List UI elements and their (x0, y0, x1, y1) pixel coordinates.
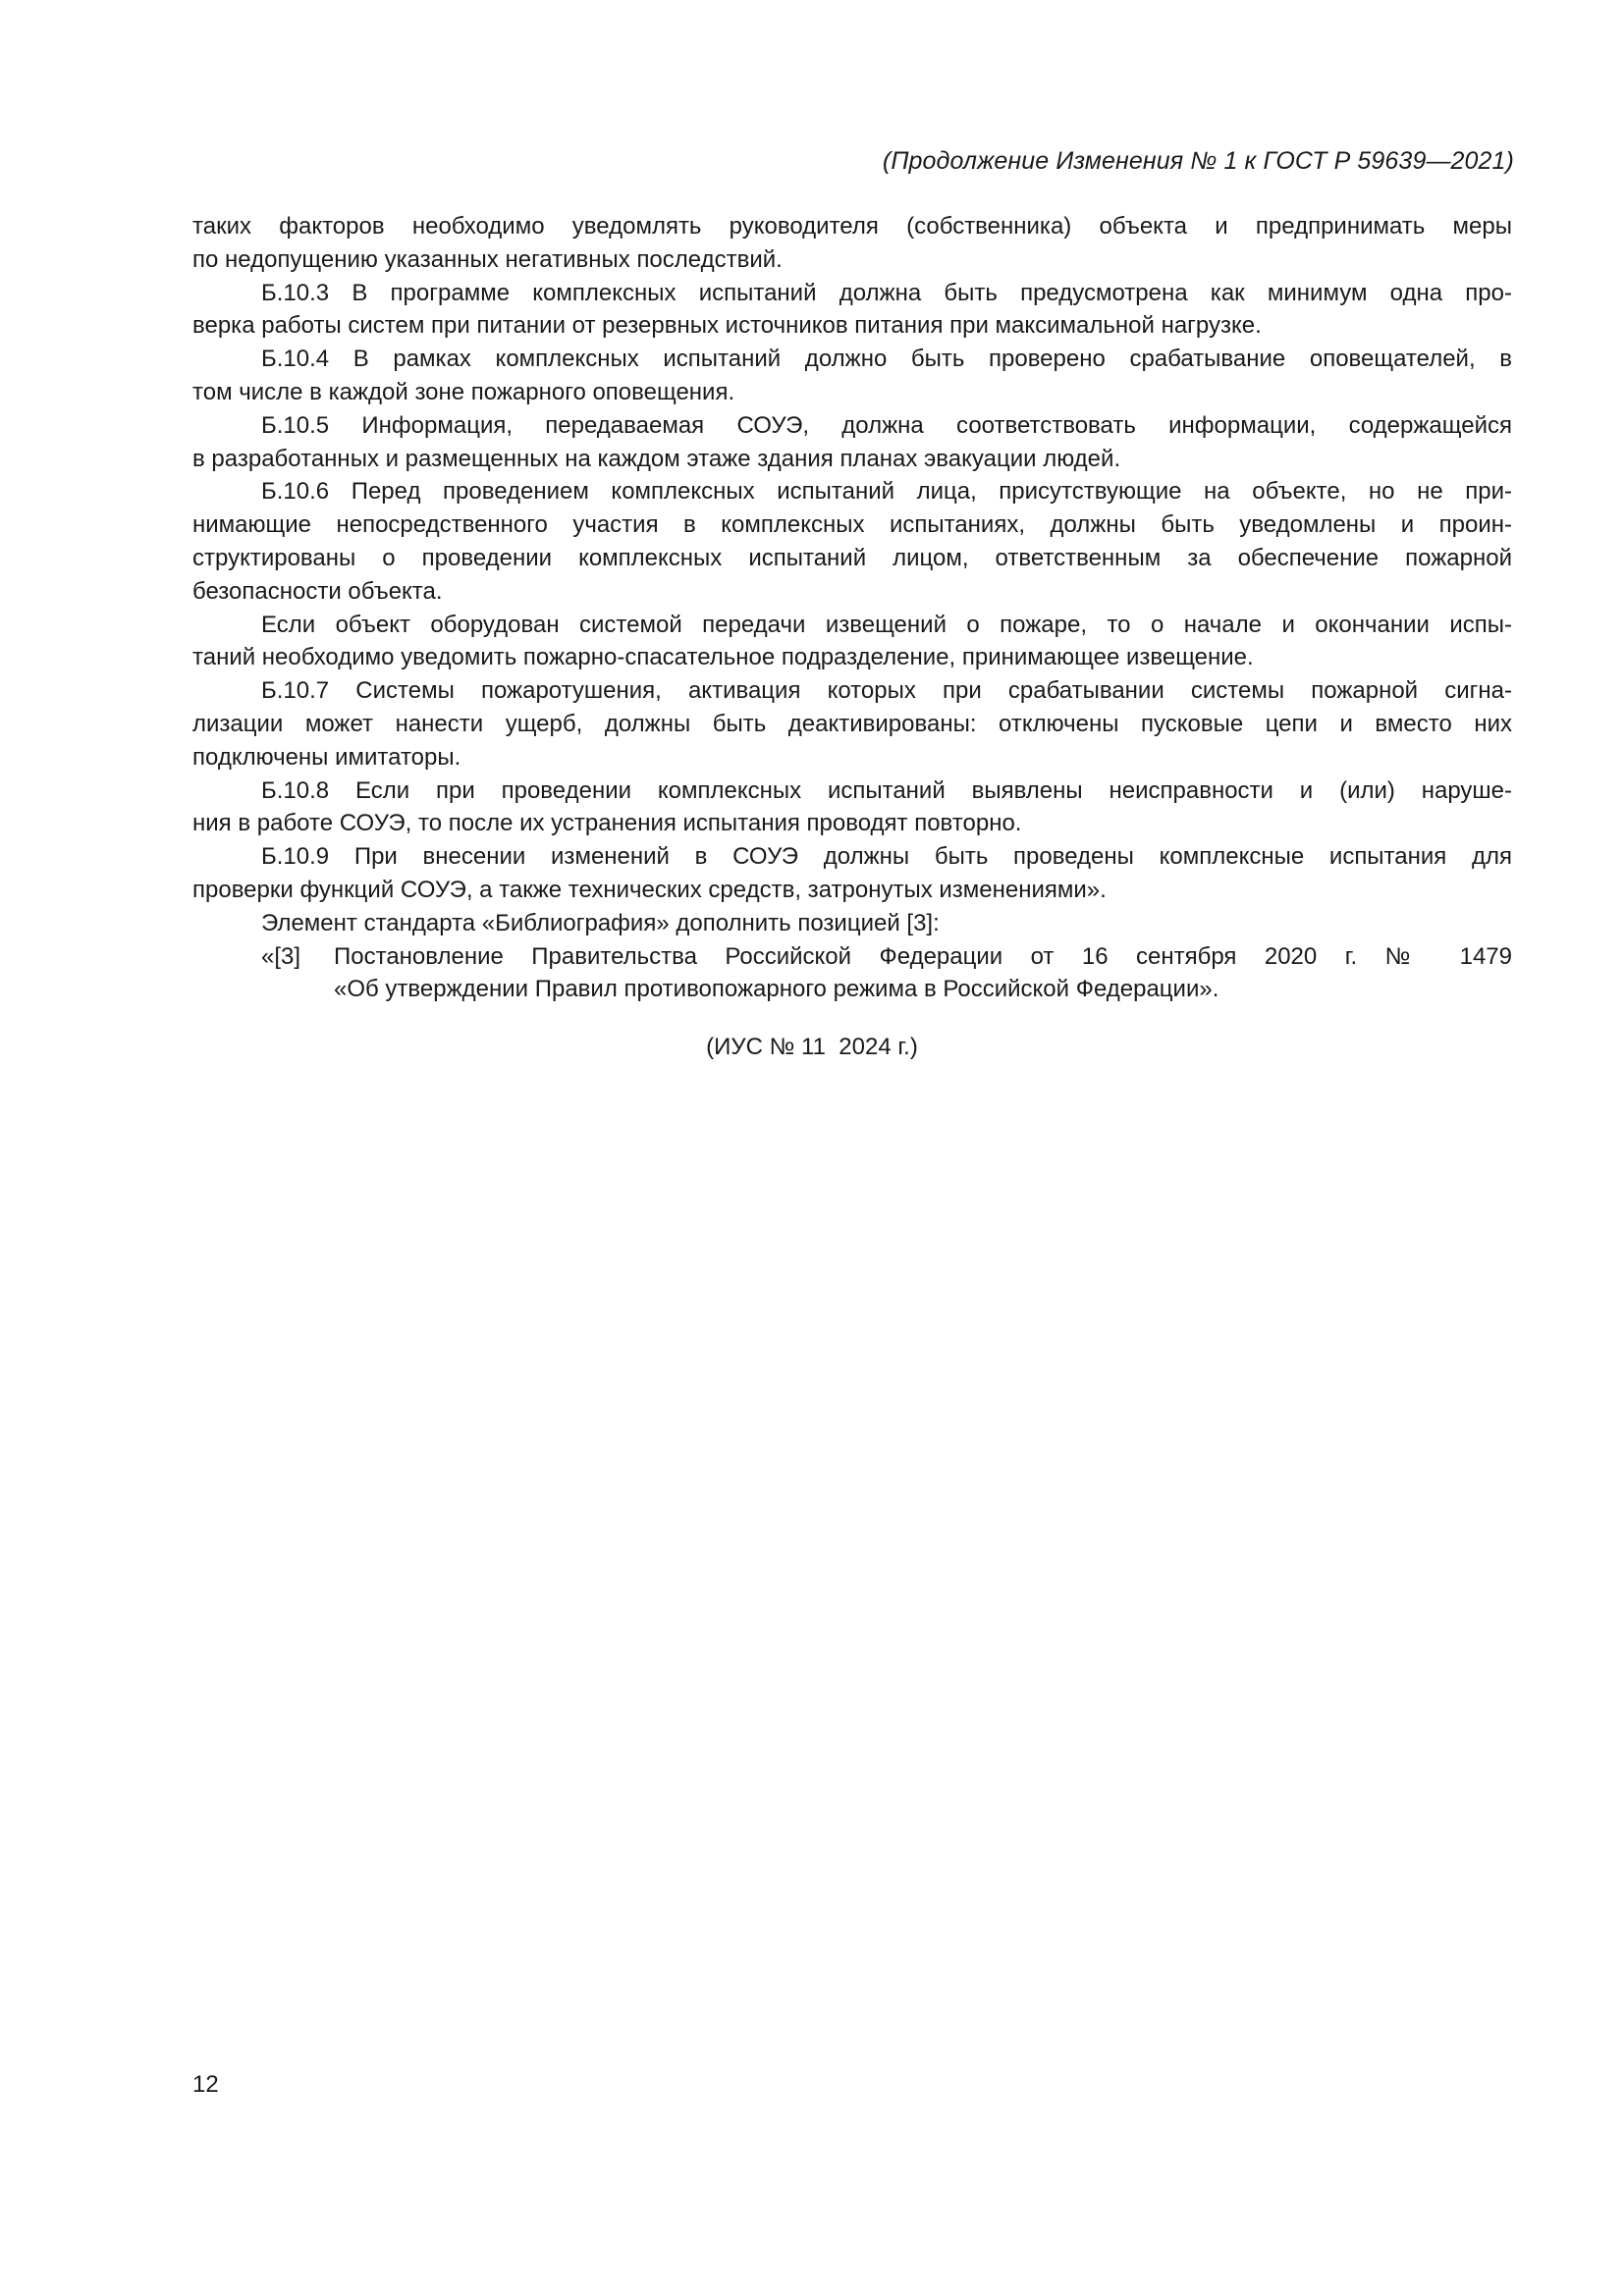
bibliography-text (334, 940, 1512, 974)
paragraph-continuation (192, 210, 1512, 277)
bibliography-number: «[3] (261, 942, 301, 970)
clause-b-10-7 (192, 674, 1512, 774)
text-line: Б.10.5 Информация, передаваемая СОУЭ, должна соответствовать информации, содержащейся (261, 411, 1512, 439)
text-line: проверки функций СОУЭ, а также технических средств, затронутых изменениями». (192, 876, 1107, 903)
text-line: Б.10.6 Перед проведением комплексных испытаний лица, присутствующие на объекте, но не при- (261, 478, 1512, 506)
text-line: подключены имитаторы. (192, 743, 461, 771)
text-line: нимающие непосредственного участия в комплексных испытаниях, должны быть уведомлены и проин- (192, 511, 1512, 539)
clause-b-10-8 (192, 774, 1512, 841)
text-line: в разработанных и размещенных на каждом этаже здания планах эвакуации людей. (192, 445, 1121, 472)
text-line: лизации может нанести ущерб, должны быть деактивированы: отключены пусковые цепи и вместо них (192, 710, 1512, 737)
text-line: Б.10.4 В рамках комплексных испытаний должно быть проверено срабатывание оповещателей, в (261, 346, 1512, 373)
text-line: Постановление Правительства Российской Федерации от 16 сентября 2020 г. № 1479 (334, 942, 1512, 970)
text-line: Если объект оборудован системой передачи извещений о пожаре, то о начале и окончании испы- (261, 611, 1512, 638)
text-line: структированы о проведении комплексных испытаний лицом, ответственным за обеспечение пожарной (192, 544, 1512, 571)
page-number: 12 (192, 2071, 219, 2098)
continuation-header: (Продолжение Изменения № 1 к ГОСТ Р 59639—2021) (882, 147, 1514, 175)
text-line: таний необходимо уведомить пожарно-спасательное подразделение, принимающее извещение. (192, 644, 1254, 671)
text-line: таких факторов необходимо уведомлять руководителя (собственника) объекта и предпринимать меры (192, 213, 1512, 240)
bibliography-intro (192, 907, 1512, 940)
text-line: «Об утверждении Правил противопожарного режима в Российской Федерации». (334, 976, 1219, 1003)
text-line: ния в работе СОУЭ, то после их устранения испытания проводят повторно. (192, 810, 1022, 837)
bibliography-entry (192, 940, 1512, 1007)
clause-b-10-6 (192, 475, 1512, 608)
text-line: Б.10.3 В программе комплексных испытаний должна быть предусмотрена как минимум одна про- (261, 279, 1512, 306)
text-line: том числе в каждой зоне пожарного оповещения. (192, 378, 735, 405)
text-line: Б.10.8 Если при проведении комплексных испытаний выявлены неисправности и (или) наруше- (261, 776, 1512, 804)
document-body (192, 210, 1512, 1006)
text-line: безопасности объекта. (192, 577, 443, 605)
text-line: по недопущению указанных негативных последствий. (192, 245, 783, 273)
clause-b-10-3 (192, 277, 1512, 344)
text-line: Б.10.7 Системы пожаротушения, активация которых при срабатывании системы пожарной сигна- (261, 677, 1512, 705)
clause-b-10-4 (192, 343, 1512, 409)
bibliography-entry-first-row (192, 940, 1512, 974)
text-line: верка работы систем при питании от резервных источников питания при максимальной нагрузке. (192, 312, 1262, 340)
clause-b-10-5 (192, 409, 1512, 476)
text-line: Б.10.9 При внесении изменений в СОУЭ должны быть проведены комплексные испытания для (261, 843, 1512, 871)
ius-note: (ИУС № 11 2024 г.) (706, 1034, 918, 1060)
clause-b-10-6-notification (192, 609, 1512, 675)
text-line: Элемент стандарта «Библиография» дополнить позицией [3]: (261, 909, 940, 936)
clause-b-10-9 (192, 840, 1512, 907)
